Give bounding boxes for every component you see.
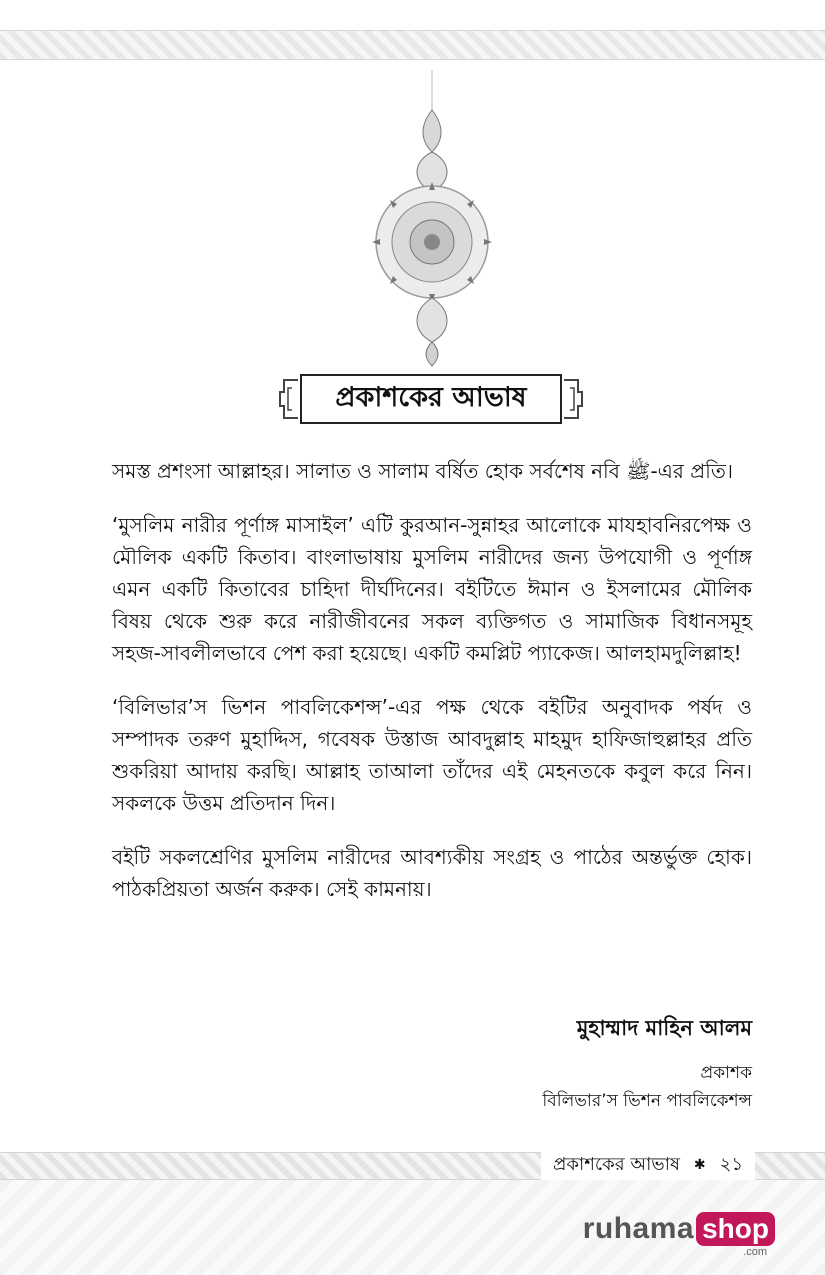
signature-name: মুহাম্মাদ মাহিন আলম (576, 1016, 752, 1040)
watermark-logo (582, 1212, 775, 1258)
running-footer (541, 1150, 755, 1180)
heading-box (300, 374, 562, 424)
signature-block (542, 1012, 752, 1115)
footer-separator-icon: ✱ (693, 1157, 706, 1173)
watermark-brand-a: ruhama (582, 1212, 695, 1245)
top-decorative-band (0, 30, 825, 60)
footer-title: প্রকাশকের আভাষ (552, 1153, 680, 1175)
bracket-right-icon (564, 378, 584, 420)
signature-org: বিলিভার’স ভিশন পাবলিকেশন্স (542, 1091, 752, 1111)
page-number: ২১ (719, 1153, 743, 1175)
watermark-brand-b: shop (696, 1212, 775, 1246)
signature-role: প্রকাশক (700, 1063, 752, 1083)
bracket-left-icon (278, 378, 298, 420)
body-text (112, 455, 752, 927)
heading-frame (278, 370, 584, 430)
page-title: প্রকাশকের আভাষ (335, 381, 527, 413)
paragraph-1: সমস্ত প্রশংসা আল্লাহর। সালাত ও সালাম বর্ষিত হোক সর্বশেষ নবি ﷺ-এর প্রতি। (112, 459, 734, 483)
ornament-icon (372, 70, 492, 370)
paragraph-3: ‘বিলিভার’স ভিশন পাবলিকেশন্স’-এর পক্ষ থেকে বইটির অনুবাদক পর্ষদ ও সম্পাদক তরুণ মুহাদ্দিস, গবেষক উস্তাজ আবদুল্লাহ মাহমুদ হাফিজাহুল্লাহর প্রতি শুকরিয়া আদায় করছি। আল্লাহ তাআলা তাঁদের এই মেহনতকে কবুল করে নিন। সকলকে উত্তম প্রতিদান দিন। (112, 695, 752, 815)
paragraph-4: বইটি সকলশ্রেণির মুসলিম নারীদের আবশ্যকীয় সংগ্রহ ও পাঠের অন্তর্ভুক্ত হোক। পাঠকপ্রিয়তা অর্জন করুক। সেই কামনায়। (112, 845, 752, 901)
paragraph-2: ‘মুসলিম নারীর পূর্ণাঙ্গ মাসাইল’ এটি কুরআন-সুন্নাহর আলোকে মাযহাবনিরপেক্ষ ও মৌলিক একটি কিতাব। বাংলাভাষায় মুসলিম নারীদের জন্য উপযোগী ও পূর্ণাঙ্গ এমন একটি কিতাবের চাহিদা দীর্ঘদিনের। বইটিতে ঈমান ও ইসলামের মৌলিক বিষয় থেকে শুরু করে নারীজীবনের সকল ব্যক্তিগত ও সামাজিক বিধানসমূহ সহজ-সাবলীলভাবে পেশ করা হয়েছে। একটি কমপ্লিট প্যাকেজ। আলহামদুলিল্লাহ! (112, 513, 752, 665)
watermark-domain: .com (743, 1246, 767, 1258)
